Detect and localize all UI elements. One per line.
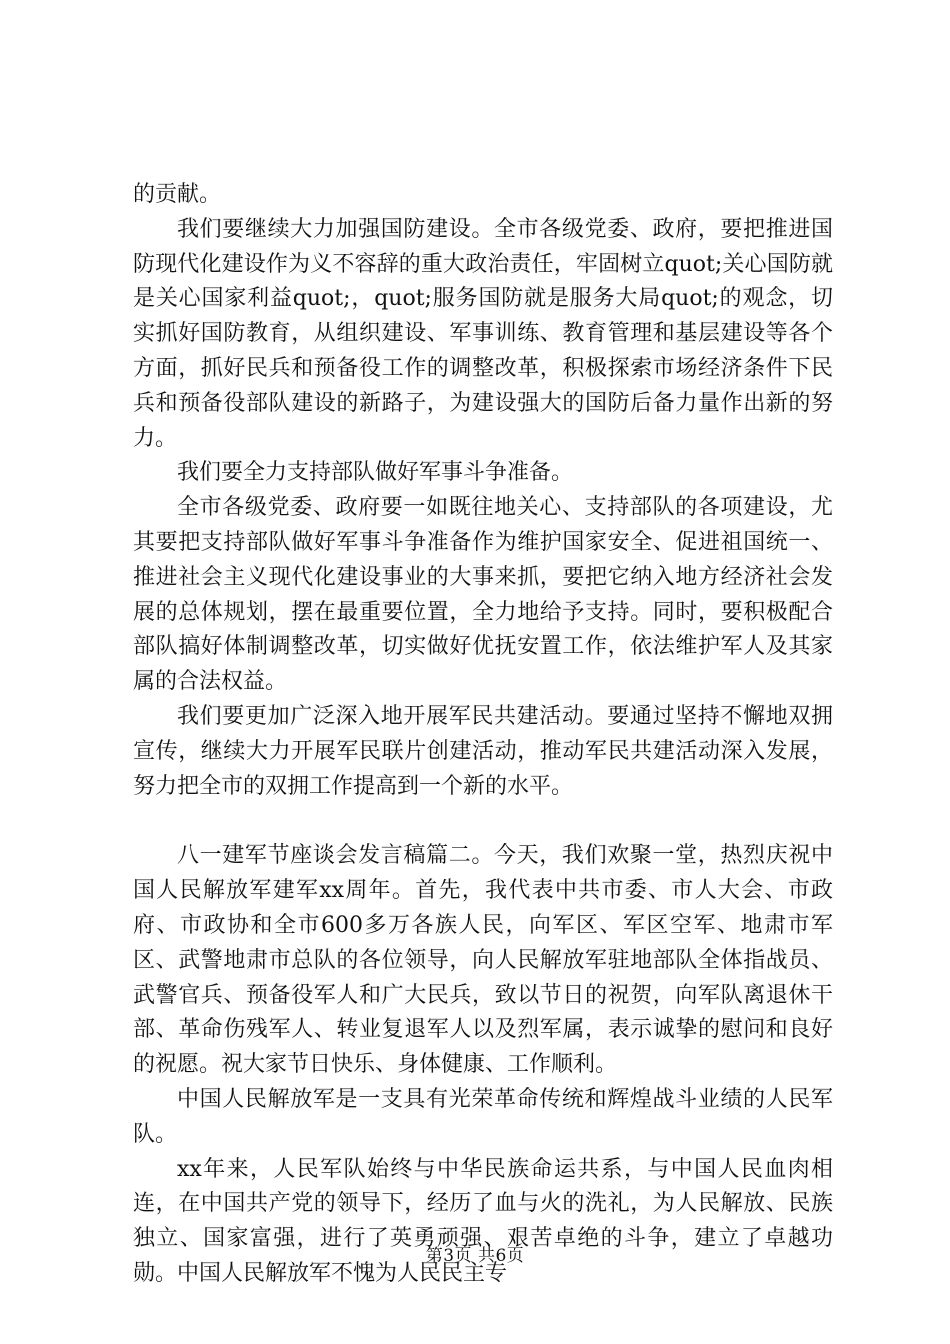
paragraph-pla-history: xx年来，人民军队始终与中华民族命运共系，与中国人民血肉相连，在中国共产党的领导下，经历了血与火的洗礼，为人民解放、民族独立、国家富强，进行了英勇顽强、艰苦卓绝的斗争，建立了卓越功勋。中国人民解放军不愧为人民民主专	[133, 1156, 833, 1286]
paragraph-national-defense: 我们要继续大力加强国防建设。全市各级党委、政府，要把推进国防现代化建设作为义不容辞的重大政治责任，牢固树立quot;关心国防就是关心国家利益quot;，quot;服务国防就是服务大局quot;的观念，切实抓好国防教育，从组织建设、军事训练、教育管理和基层建设等各个方面，抓好民兵和预备役工作的调整改革，积极探索市场经济条件下民兵和预备役部队建设的新路子，为建设强大的国防后备力量作出新的努力。	[133, 216, 833, 451]
paragraph-continuation: 的贡献。	[133, 182, 222, 207]
paragraph-speech-two: 八一建军节座谈会发言稿篇二。今天，我们欢聚一堂，热烈庆祝中国人民解放军建军xx周年。首先，我代表中共市委、市人大会、市政府、市政协和全市600多万各族人民，向军区、军区空军、地肃市军区、武警地肃市总队的各位领导，向人民解放军驻地部队全体指战员、武警官兵、预备役军人和广大民兵，致以节日的祝贺，向军队离退休干部、革命伤残军人、转业复退军人以及烈军属，表示诚挚的慰问和良好的祝愿。祝大家节日快乐、身体健康、工作顺利。	[133, 843, 833, 1078]
page-footer: 第3页 共6页	[425, 1246, 525, 1266]
document-body	[133, 178, 833, 1292]
paragraph-gap	[133, 804, 833, 839]
paragraph-military-preparation: 全市各级党委、政府要一如既往地关心、支持部队的各项建设，尤其要把支持部队做好军事斗争准备作为维护国家安全、促进祖国统一、推进社会主义现代化建设事业的大事来抓，要把它纳入地方经济社会发展的总体规划，摆在最重要位置，全力地给予支持。同时，要积极配合部队搞好体制调整改革，切实做好优抚安置工作，依法维护军人及其家属的合法权益。	[133, 495, 833, 695]
paragraph-pla-intro: 中国人民解放军是一支具有光荣革命传统和辉煌战斗业绩的人民军队。	[133, 1086, 833, 1147]
paragraph-military-preparation-heading: 我们要全力支持部队做好军事斗争准备。	[177, 460, 574, 486]
paragraph-civil-military: 我们要更加广泛深入地开展军民共建活动。要通过坚持不懈地双拥宣传，继续大力开展军民联片创建活动，推动军民共建活动深入发展，努力把全市的双拥工作提高到一个新的水平。	[133, 703, 833, 799]
